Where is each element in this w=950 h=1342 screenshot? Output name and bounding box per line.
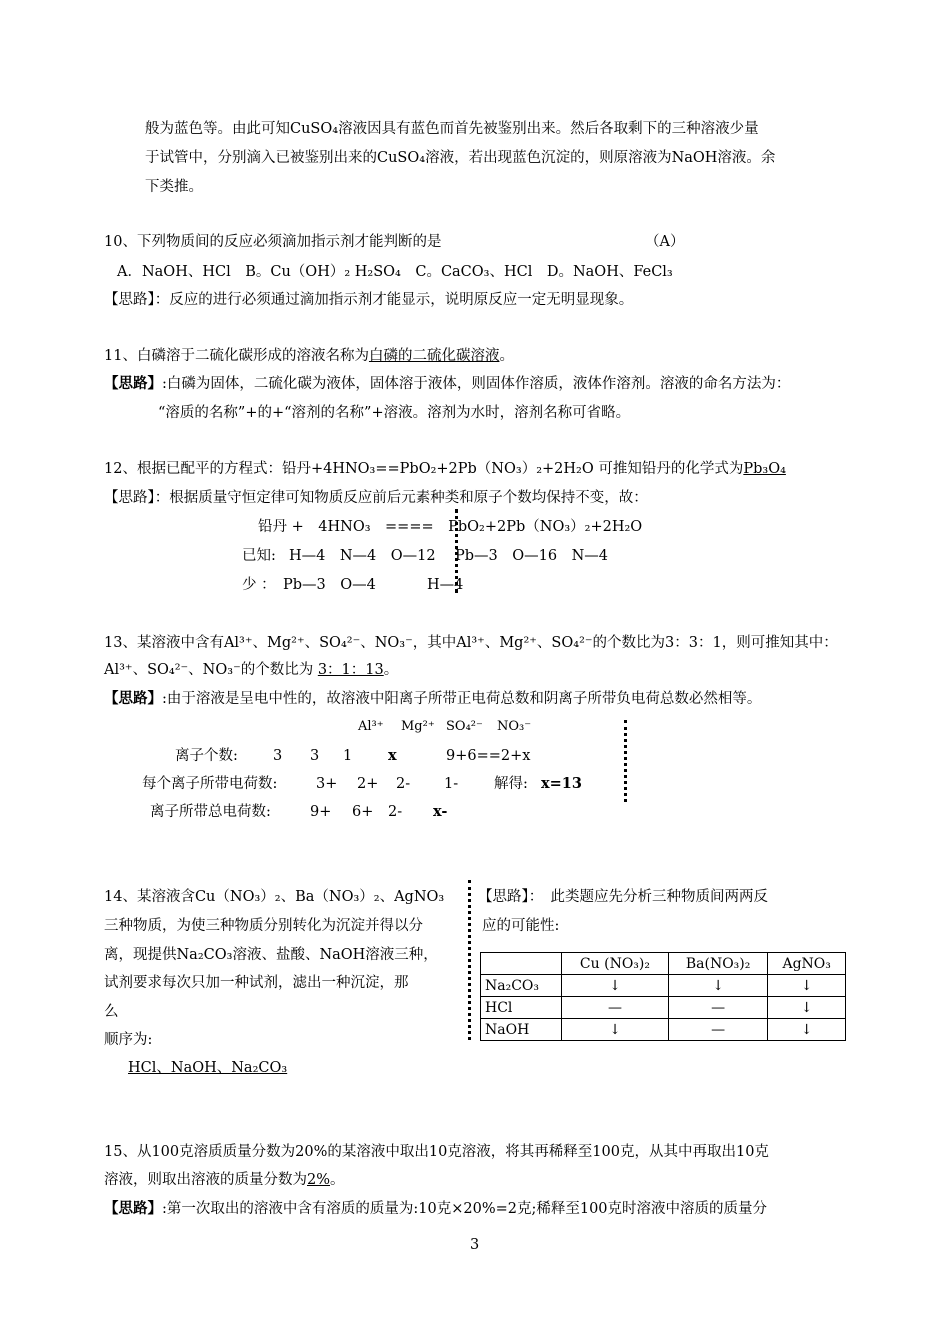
q13-row-total-v4: x-	[433, 803, 448, 820]
q15-thought	[104, 1199, 767, 1219]
q15-line-2-text: 溶液，则取出溶液的质量分数为	[104, 1172, 307, 1188]
table-row	[481, 997, 846, 1019]
q12-known-right: Pb—3 O—16 N—4	[455, 548, 609, 564]
q14-reaction-table	[480, 952, 846, 1041]
q13-calc: 9+6==2+x	[446, 748, 531, 764]
q13-ion-no3: NO₃⁻	[497, 719, 532, 734]
table-cell: ↓	[768, 975, 846, 997]
q13-row-charge-v4: 1-	[444, 776, 459, 792]
q15-thought-text: :第一次取出的溶液中含有溶质的质量为:10克×20%=2克;稀释至100克时溶液中溶质的质量分	[162, 1201, 768, 1217]
q13-row-count-v4: x	[388, 747, 397, 764]
q13-solve-value: x=13	[541, 775, 582, 792]
q14-line-5: 么	[104, 1004, 119, 1020]
q13-row-total-v2: 6+	[352, 804, 374, 820]
q14-thought-1	[478, 887, 768, 907]
q15-line-2	[104, 1170, 345, 1190]
q12-equation: 铅丹 + 4HNO₃ ==== PbO₂+2Pb（NO₃）₂+2H₂O	[258, 519, 643, 535]
table-cell: ↓	[768, 997, 846, 1019]
table-row-label: Na₂CO₃	[481, 975, 562, 997]
q10-thought-text: ：反应的进行必须通过滴加指示剂才能显示，说明原反应一定无明显现象。	[154, 292, 634, 308]
table-cell: ↓	[562, 1019, 669, 1041]
q14-answer: HCl、NaOH、Na₂CO₃	[128, 1060, 288, 1076]
q12-thought-tag: 【思路】	[104, 490, 155, 506]
q11-answer: 白磷的二硫化碳溶液	[368, 348, 500, 364]
q13-row-count-v2: 3	[310, 748, 320, 764]
q9-line-1: 般为蓝色等。由此可知CuSO₄溶液因具有蓝色而首先被鉴别出来。然后各取剩下的三种溶液少量	[145, 121, 759, 137]
q13-thought	[104, 689, 761, 709]
q14-line-6: 顺序为:	[104, 1032, 153, 1048]
q13-row-total-v3: 2-	[388, 804, 403, 820]
q13-ion-mg: Mg²⁺	[401, 719, 435, 734]
q11-thought-1	[104, 374, 790, 394]
q12-question-text: 12、根据已配平的方程式：铅丹+4HNO₃==PbO₂+2Pb（NO₃）₂+2H₂O 可推知铅丹的化学式为	[104, 461, 744, 477]
q13-ion-so4: SO₄²⁻	[446, 719, 483, 734]
q13-row-count-v3: 1	[343, 748, 353, 764]
table-header-row	[481, 953, 846, 975]
q11-thought-text-1: :白磷为固体，二硫化碳为液体，固体溶于液体，则固体作溶质，液体作溶剂。溶液的命名方法为：	[162, 376, 791, 392]
q10-thought	[104, 290, 633, 310]
q13-thought-tag: 【思路】	[104, 690, 162, 707]
q14-divider	[468, 880, 471, 1040]
q12-known-label: 已知:	[242, 548, 276, 564]
q11-thought-tag: 【思路】	[104, 375, 162, 392]
table-header-ag: AgNO₃	[768, 953, 846, 975]
q14-thought-2: 应的可能性:	[482, 918, 560, 934]
q12-question	[104, 459, 786, 479]
q13-row-charge-v1: 3+	[316, 776, 338, 792]
q13-line-2	[104, 660, 398, 680]
page-number: 3	[470, 1237, 480, 1253]
q10-question: 10、下列物质间的反应必须滴加指示剂才能判断的是	[104, 234, 442, 250]
table-cell: ↓	[562, 975, 669, 997]
q12-less-label: 少 ：	[242, 577, 276, 593]
q13-ion-al: Al³⁺	[358, 719, 384, 734]
q11-thought-2: “溶质的名称”+的+“溶剂的名称”+溶液。溶剂为水时，溶剂名称可省略。	[158, 405, 631, 421]
q15-thought-tag: 【思路】	[104, 1200, 162, 1217]
q12-answer: Pb₃O₄	[743, 461, 786, 477]
q13-row-total-v1: 9+	[310, 804, 332, 820]
q14-thought-tag: 【思路】	[478, 889, 529, 905]
q9-line-2: 于试管中，分别滴入已被鉴别出来的CuSO₄溶液，若出现蓝色沉淀的，则原溶液为NaOH溶液。余	[145, 150, 776, 166]
table-header-ba: Ba(NO₃)₂	[668, 953, 767, 975]
q12-thought	[104, 488, 648, 508]
q12-known-left: H—4 N—4 O—12	[289, 548, 436, 564]
table-header-cu: Cu (NO₃)₂	[562, 953, 669, 975]
q14-line-4: 试剂要求每次只加一种试剂，滤出一种沉淀，那	[104, 975, 409, 991]
q13-row-charge-v2: 2+	[357, 776, 379, 792]
q15-end: 。	[330, 1172, 345, 1188]
q12-thought-text: ：根据质量守恒定律可知物质反应前后元素种类和原子个数均保持不变，故：	[154, 490, 648, 506]
q14-thought-text-1: ： 此类题应先分析三种物质间两两反	[528, 889, 768, 905]
q12-divider	[455, 509, 458, 593]
q13-row-count-v1: 3	[273, 748, 283, 764]
table-cell: —	[562, 997, 669, 1019]
table-row-label: NaOH	[481, 1019, 562, 1041]
q15-answer: 2%	[307, 1172, 331, 1188]
table-row	[481, 975, 846, 997]
q13-row-charge-label: 每个离子所带电荷数:	[142, 776, 278, 792]
q13-line-2-text: Al³⁺、SO₄²⁻、NO₃⁻的个数比为	[104, 662, 314, 678]
table-cell: —	[668, 1019, 767, 1041]
q13-line-1: 13、某溶液中含有Al³⁺、Mg²⁺、SO₄²⁻、NO₃⁻，其中Al³⁺、Mg²⁺、SO₄²⁻的个数比为3：3：1，则可推知其中：	[104, 635, 838, 651]
q13-row-total-label: 离子所带总电荷数:	[150, 804, 271, 820]
q12-less-right: H—4	[427, 577, 464, 593]
q15-line-1: 15、从100克溶质质量分数为20%的某溶液中取出10克溶液，将其再稀释至100克，从其中再取出10克	[104, 1144, 769, 1160]
q13-row-charge-v3: 2-	[396, 776, 411, 792]
q14-line-3: 离，现提供Na₂CO₃溶液、盐酸、NaOH溶液三种，	[104, 947, 438, 963]
q13-solve-label: 解得:	[494, 776, 528, 792]
q10-thought-tag: 【思路】	[104, 292, 155, 308]
table-cell: ↓	[668, 975, 767, 997]
q11-question	[104, 346, 514, 366]
q14-line-2: 三种物质，为使三种物质分别转化为沉淀并得以分	[104, 918, 423, 934]
q10-options: A．NaOH、HCl B。Cu（OH）₂ H₂SO₄ C。CaCO₃、HCl D。NaOH、FeCl₃	[117, 264, 673, 280]
q13-row-count-label: 离子个数:	[175, 748, 238, 764]
q10-answer: （A）	[645, 234, 685, 250]
q9-line-3: 下类推。	[145, 179, 203, 195]
table-cell: —	[668, 997, 767, 1019]
q11-end: 。	[499, 348, 514, 364]
q11-question-text: 11、白磷溶于二硫化碳形成的溶液名称为	[104, 348, 369, 364]
q13-divider	[624, 720, 627, 802]
table-cell: ↓	[768, 1019, 846, 1041]
q13-thought-text: :由于溶液是呈电中性的，故溶液中阳离子所带正电荷总数和阴离子所带负电荷总数必然相等。	[162, 691, 762, 707]
q12-less-left: Pb—3 O—4	[283, 577, 376, 593]
q13-end: 。	[383, 662, 399, 678]
table-corner-cell	[481, 953, 562, 975]
q14-line-1: 14、某溶液含Cu（NO₃）₂、Ba（NO₃）₂、AgNO₃	[104, 889, 445, 905]
table-row-label: HCl	[481, 997, 562, 1019]
q13-answer: 3：1：13	[317, 662, 384, 678]
table-row	[481, 1019, 846, 1041]
